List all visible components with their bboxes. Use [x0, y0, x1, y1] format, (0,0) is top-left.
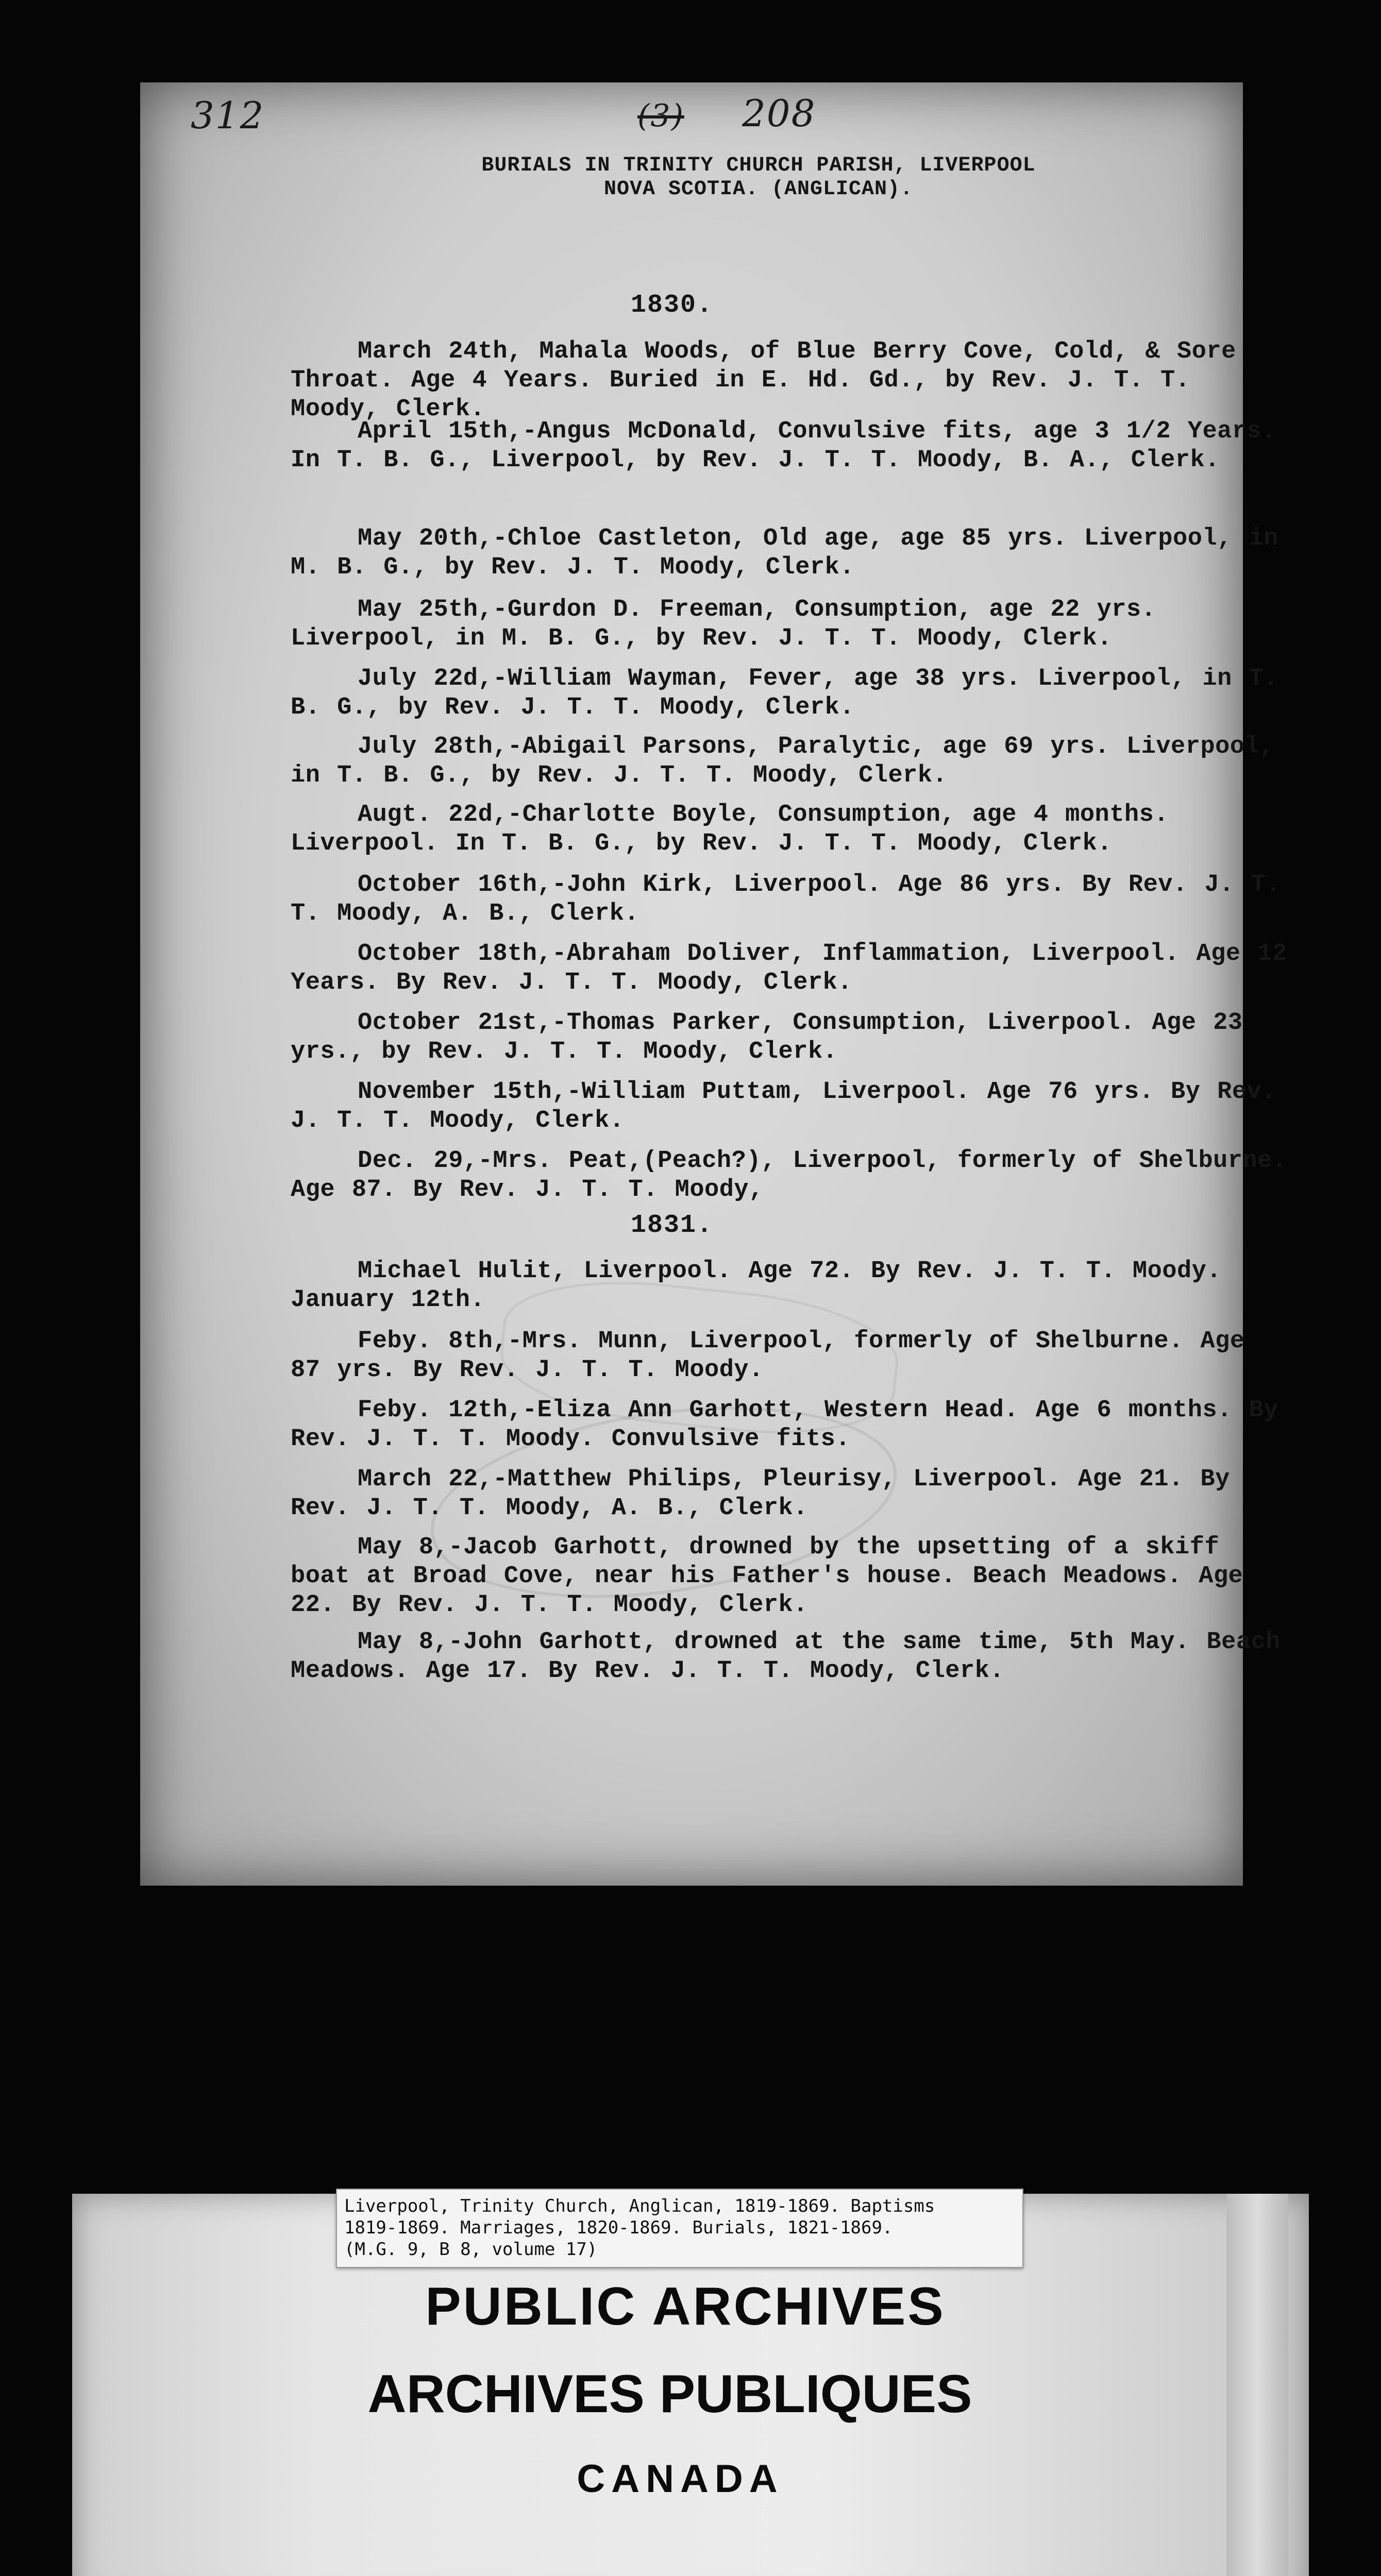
reference-line: (M.G. 9, B 8, volume 17)	[344, 2239, 598, 2260]
archive-country: CANADA	[577, 2457, 784, 2501]
burial-entry: October 18th,-Abraham Doliver, Inflammation, Liverpool. Age 12 Years. By Rev. J. T. T. Moody, Clerk.	[291, 940, 1287, 996]
burial-entry: May 25th,-Gurdon D. Freeman, Consumption, age 22 yrs. Liverpool, in M. B. G., by Rev. J. T. T. Moody, Clerk.	[291, 596, 1156, 652]
burial-entry: May 8,-John Garhott, drowned at the same time, 5th May. Beach Meadows. Age 17. By Rev. J. T. T. Moody, Clerk.	[291, 1629, 1281, 1685]
burial-entry: Michael Hulit, Liverpool. Age 72. By Rev. J. T. T. Moody. January 12th.	[291, 1258, 1222, 1314]
burial-entry: July 22d,-William Wayman, Fever, age 38 yrs. Liverpool, in T. B. G., by Rev. J. T. T. Moody, Clerk.	[291, 665, 1278, 721]
reference-line: 1819-1869. Marriages, 1820-1869. Burials, 1821-1869.	[344, 2217, 893, 2238]
burial-entry: October 16th,-John Kirk, Liverpool. Age 86 yrs. By Rev. J. T. T. Moody, A. B., Clerk.	[291, 871, 1281, 927]
burial-entry: March 24th, Mahala Woods, of Blue Berry Cove, Cold, & Sore Throat. Age 4 Years. Buried in E. Hd. Gd., by Rev. J. T. T. Moody, Clerk.	[291, 338, 1236, 423]
typed-document-page	[140, 82, 1287, 1886]
burial-entry: May 20th,-Chloe Castleton, Old age, age 85 yrs. Liverpool, in M. B. G., by Rev. J. T. Moody, Clerk.	[291, 525, 1278, 581]
burial-entry: Feby. 12th,-Eliza Ann Garhott, Western Head. Age 6 months. By Rev. J. T. T. Moody. Convulsive fits.	[291, 1397, 1278, 1453]
archive-identification-card	[72, 2194, 1309, 2576]
burial-entry: October 21st,-Thomas Parker, Consumption, Liverpool. Age 23 yrs., by Rev. J. T. T. Moody, Clerk.	[291, 1009, 1243, 1065]
burial-entry: Feby. 8th,-Mrs. Munn, Liverpool, formerly of Shelburne. Age 87 yrs. By Rev. J. T. T. Moody.	[291, 1328, 1245, 1384]
handwritten-folio-number: 208	[742, 92, 816, 135]
burial-entry: Dec. 29,-Mrs. Peat,(Peach?), Liverpool, formerly of Shelburne. Age 87. By Rev. J. T. T. Moody,	[291, 1147, 1287, 1204]
document-subtitle: NOVA SCOTIA. (ANGLICAN).	[603, 178, 914, 201]
reference-label	[336, 2189, 1023, 2268]
handwritten-crossed-number: (3)	[637, 98, 684, 134]
burial-entry: Augt. 22d,-Charlotte Boyle, Consumption, age 4 months. Liverpool. In T. B. G., by Rev. J. T. T. Moody, Clerk.	[291, 801, 1169, 857]
burial-entry: July 28th,-Abigail Parsons, Paralytic, age 69 yrs. Liverpool, in T. B. G., by Rev. J. T. T. Moody, Clerk.	[291, 733, 1274, 789]
burial-entry: April 15th,-Angus McDonald, Convulsive fits, age 3 1/2 Years. In T. B. G., Liverpool, by Rev. J. T. T. Moody, B. A., Clerk.	[291, 418, 1276, 474]
archive-title-french: ARCHIVES PUBLIQUES	[367, 2364, 972, 2424]
year-heading-1831: 1831.	[631, 1211, 714, 1240]
burial-entry: March 22,-Matthew Philips, Pleurisy, Liverpool. Age 21. By Rev. J. T. T. Moody, A. B., Clerk.	[291, 1466, 1230, 1522]
burial-entry: May 8,-Jacob Garhott, drowned by the upsetting of a skiff boat at Broad Cove, near his Father's house. Beach Meadows. Age 22. By Rev. J. T. T. Moody, Clerk.	[291, 1534, 1243, 1619]
archive-title-english: PUBLIC ARCHIVES	[425, 2277, 946, 2336]
reference-line: Liverpool, Trinity Church, Anglican, 1819-1869. Baptisms	[344, 2196, 935, 2216]
burial-entry: November 15th,-William Puttam, Liverpool. Age 76 yrs. By Rev. J. T. T. Moody, Clerk.	[291, 1078, 1276, 1134]
document-title: BURIALS IN TRINITY CHURCH PARISH, LIVERPOOL	[481, 154, 1036, 177]
year-heading-1830: 1830.	[631, 291, 714, 320]
handwritten-page-number: 312	[191, 94, 265, 137]
